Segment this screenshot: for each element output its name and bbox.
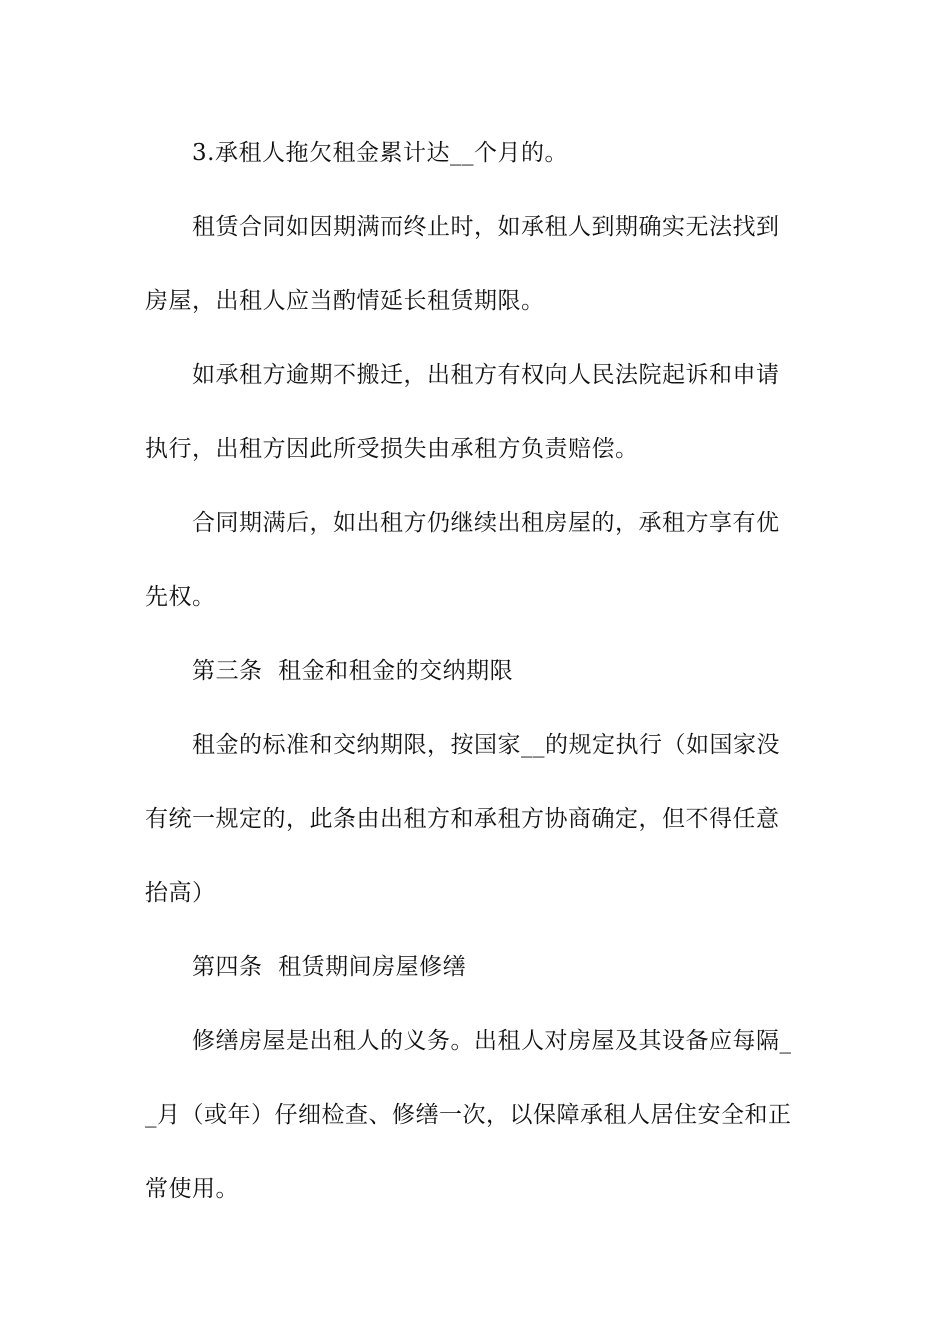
paragraph-line: _月（或年）仔细检查、修缮一次，以保障承租人居住安全和正 [145,1102,792,1128]
paragraph-line: 房屋，出租人应当酌情延长租赁期限。 [145,288,545,314]
section-heading: 第三条 租金和租金的交纳期限 [192,658,514,684]
paragraph-lease-expiry [145,190,810,338]
paragraph-line: 租赁合同如因期满而终止时，如承租人到期确实无法找到 [192,214,780,240]
paragraph-repair-duty [145,1004,810,1226]
paragraph-line: 如承租方逾期不搬迁，出租方有权向人民法院起诉和申请 [192,362,780,388]
paragraph-line: 抬高） [145,880,216,906]
heading-article-three [145,634,810,708]
paragraph-line: 修缮房屋是出租人的义务。出租人对房屋及其设备应每隔_ [192,1028,792,1054]
section-heading: 第四条 租赁期间房屋修缮 [192,954,467,980]
paragraph-line: 常使用。 [145,1176,239,1202]
paragraph-line: 执行，出租方因此所受损失由承租方负责赔偿。 [145,436,639,462]
paragraph-arrears-clause [145,116,810,190]
paragraph-line: 合同期满后，如出租方仍继续出租房屋的，承租方享有优 [192,510,780,536]
paragraph-line: 租金的标准和交纳期限，按国家__的规定执行（如国家没 [192,732,780,758]
paragraph-rent-standard [145,708,810,930]
paragraph-line: 有统一规定的，此条由出租方和承租方协商确定，但不得任意 [145,806,780,832]
paragraph-priority-right [145,486,810,634]
paragraph-line: 3.承租人拖欠租金累计达__个月的。 [192,140,568,166]
paragraph-overdue-move [145,338,810,486]
heading-article-four [145,930,810,1004]
paragraph-line: 先权。 [145,584,216,610]
